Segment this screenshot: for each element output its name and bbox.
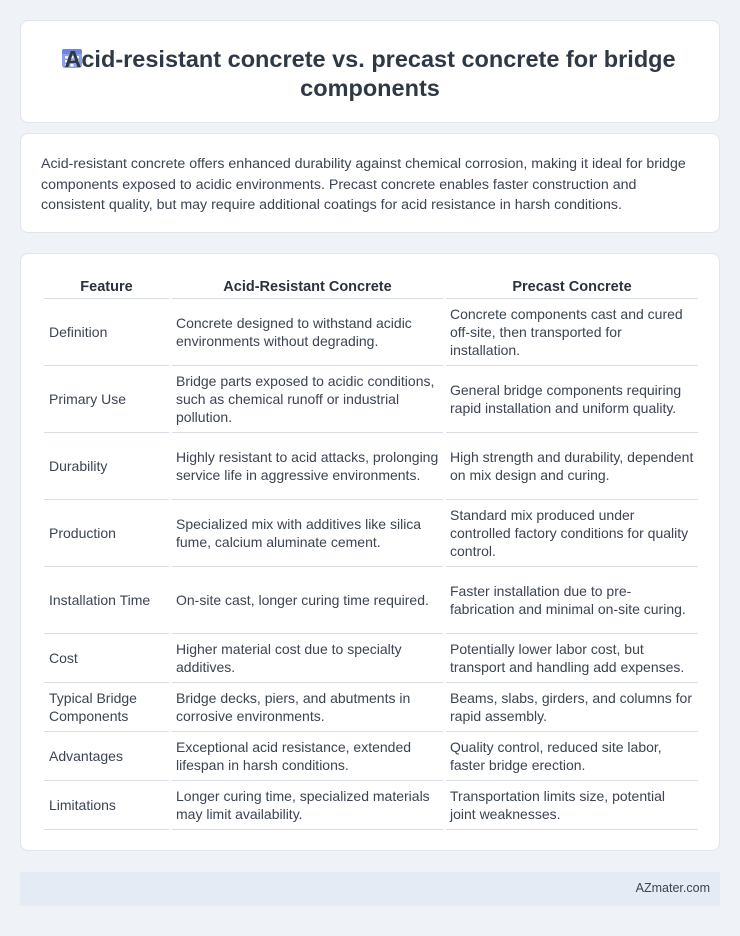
acid-cell: On-site cast, longer curing time required. [172, 567, 443, 634]
acid-cell: Bridge parts exposed to acidic conditions, such as chemical runoff or industrial pollution. [172, 366, 443, 433]
acid-cell: Longer curing time, specialized materials may limit availability. [172, 781, 443, 830]
acid-cell: Concrete designed to withstand acidic environments without degrading. [172, 299, 443, 366]
table-row [44, 299, 698, 366]
feature-cell: Installation Time [44, 567, 169, 634]
feature-cell: Cost [44, 634, 169, 683]
comparison-table [41, 276, 701, 830]
precast-cell: Quality control, reduced site labor, faster bridge erection. [446, 732, 698, 781]
feature-cell: Durability [44, 433, 169, 500]
acid-cell: Higher material cost due to specialty additives. [172, 634, 443, 683]
precast-cell: Standard mix produced under controlled factory conditions for quality control. [446, 500, 698, 567]
feature-cell: Primary Use [44, 366, 169, 433]
acid-cell: Highly resistant to acid attacks, prolonging service life in aggressive environments. [172, 433, 443, 500]
header-precast: Precast Concrete [446, 276, 698, 299]
summary-card [20, 133, 720, 233]
feature-cell: Production [44, 500, 169, 567]
precast-cell: Beams, slabs, girders, and columns for rapid assembly. [446, 683, 698, 732]
comparison-table-card [20, 253, 720, 851]
footer-brand: AZmater.com [635, 881, 710, 895]
table-row [44, 683, 698, 732]
feature-cell: Typical Bridge Components [44, 683, 169, 732]
feature-cell: Limitations [44, 781, 169, 830]
precast-cell: Faster installation due to pre-fabrication and minimal on-site curing. [446, 567, 698, 634]
feature-cell: Advantages [44, 732, 169, 781]
table-row [44, 781, 698, 830]
acid-cell: Specialized mix with additives like silica fume, calcium aluminate cement. [172, 500, 443, 567]
acid-cell: Exceptional acid resistance, extended lifespan in harsh conditions. [172, 732, 443, 781]
acid-cell: Bridge decks, piers, and abutments in corrosive environments. [172, 683, 443, 732]
precast-cell: General bridge components requiring rapid installation and uniform quality. [446, 366, 698, 433]
table-row [44, 567, 698, 634]
precast-cell: Transportation limits size, potential joint weaknesses. [446, 781, 698, 830]
table-row [44, 634, 698, 683]
table-row [44, 500, 698, 567]
summary-text: Acid-resistant concrete offers enhanced durability against chemical corrosion, making it ideal for bridge components exposed to acidic environments. Precast concrete enables faster construction and consistent quality, but may require additional coatings for acid resistance in harsh conditions. [41, 156, 686, 213]
header-feature: Feature [44, 276, 169, 299]
table-row [44, 732, 698, 781]
table-row [44, 433, 698, 500]
precast-cell: High strength and durability, dependent on mix design and curing. [446, 433, 698, 500]
header-acid-resistant: Acid-Resistant Concrete [172, 276, 443, 299]
table-row [44, 366, 698, 433]
table-header-row [44, 276, 698, 299]
precast-cell: Potentially lower labor cost, but transport and handling add expenses. [446, 634, 698, 683]
precast-cell: Concrete components cast and cured off-site, then transported for installation. [446, 299, 698, 366]
title-card [20, 20, 720, 123]
footer-bar [20, 872, 720, 906]
feature-cell: Definition [44, 299, 169, 366]
page-title: Acid-resistant concrete vs. precast concrete for bridge components [64, 46, 676, 101]
